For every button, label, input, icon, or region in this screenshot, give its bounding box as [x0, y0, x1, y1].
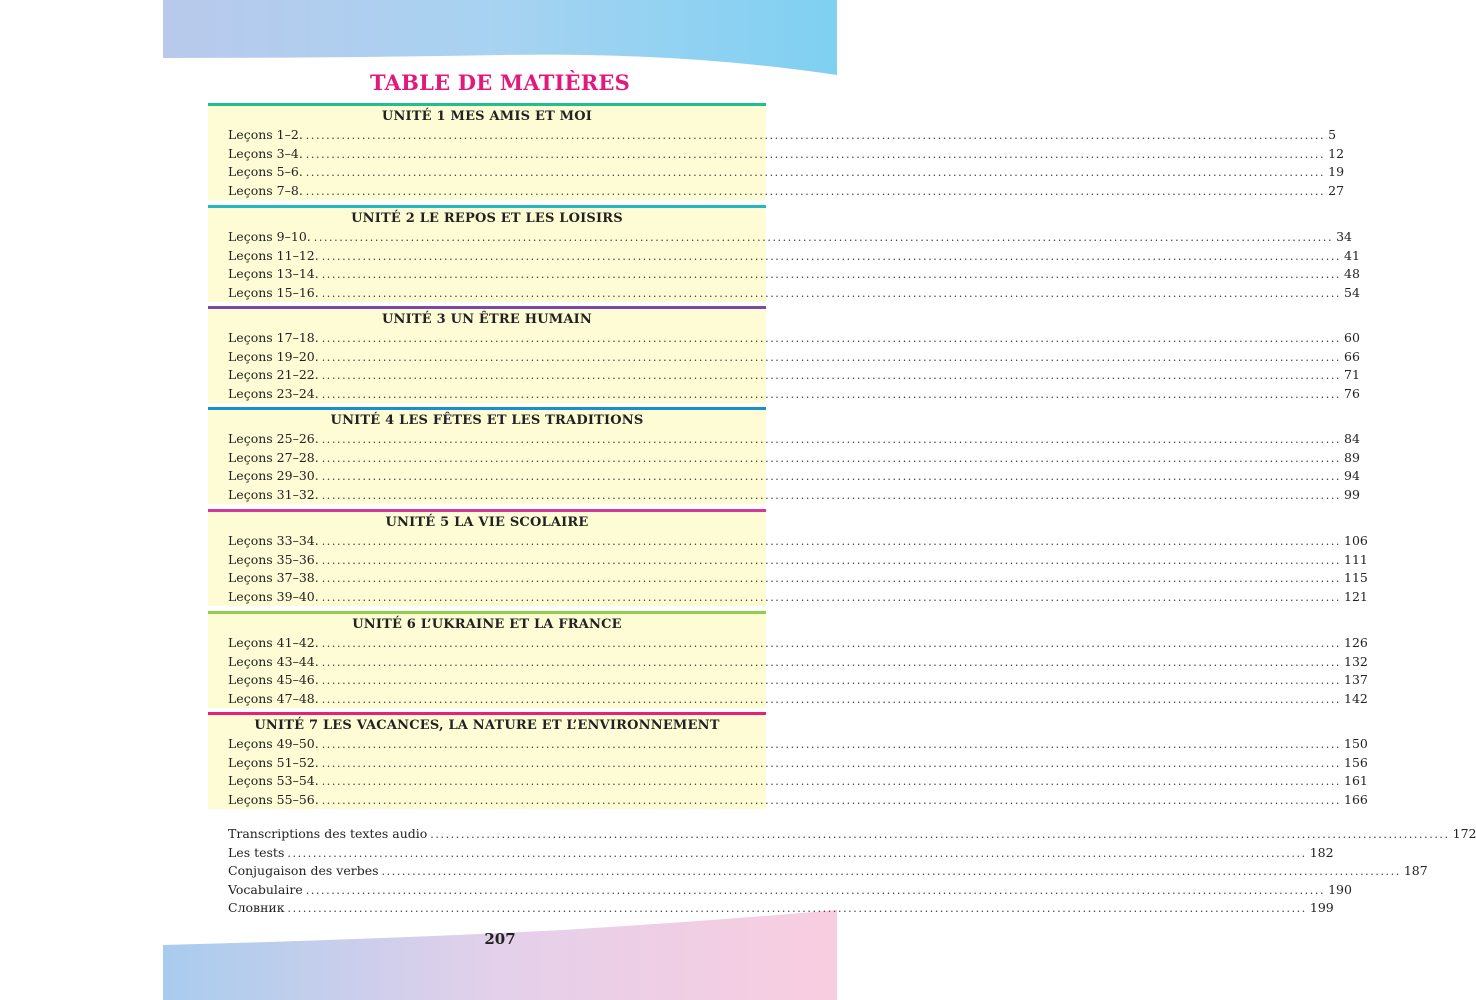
- lesson-row[interactable]: [208, 145, 1345, 164]
- lesson-row[interactable]: [208, 247, 1360, 266]
- leader-dots: ........................................................................................................................................................................................................: [321, 637, 1342, 650]
- lesson-page: 19: [1328, 164, 1345, 179]
- leader-dots: ........................................................................................................................................................................................................: [321, 692, 1342, 706]
- lesson-page: 60: [1344, 330, 1360, 345]
- lesson-label: Leçons 19–20.: [228, 348, 319, 364]
- unit-section: [208, 509, 1368, 606]
- lesson-row[interactable]: [208, 532, 1368, 551]
- lesson-row[interactable]: [208, 634, 1368, 653]
- leader-dots: ........................................................................................................................................................................................................: [287, 846, 1307, 860]
- unit-title[interactable]: UNITÉ 4 LES FÊTES ET LES TRADITIONS: [330, 413, 644, 428]
- leader-dots: ........................................................................................................................................................................................................: [321, 535, 1342, 548]
- appendix-page: 172: [1452, 826, 1476, 841]
- lesson-row[interactable]: [208, 772, 1368, 791]
- leader-dots: ........................................................................................................................................................................................................: [321, 488, 1342, 502]
- lesson-label: Leçons 33–34.: [228, 533, 319, 548]
- lesson-label: Leçons 47–48.: [228, 690, 319, 706]
- unit-title[interactable]: UNITÉ 2 LE REPOS ET LES LOISIRS: [351, 211, 623, 226]
- lesson-label: Leçons 7–8.: [228, 182, 303, 198]
- lesson-page: 115: [1344, 570, 1368, 585]
- lesson-label: Leçons 13–14.: [228, 266, 319, 281]
- leader-dots: ........................................................................................................................................................................................................: [305, 166, 1326, 179]
- leader-dots: ........................................................................................................................................................................................................: [305, 147, 1326, 161]
- appendix-item[interactable]: [208, 881, 1352, 900]
- appendix-item[interactable]: [208, 844, 1334, 863]
- leader-dots: ........................................................................................................................................................................................................: [321, 738, 1342, 751]
- lesson-row[interactable]: [208, 588, 1368, 607]
- leader-dots: ........................................................................................................................................................................................................: [313, 231, 1334, 244]
- lesson-label: Leçons 21–22.: [228, 367, 319, 382]
- leader-dots: ........................................................................................................................................................................................................: [321, 369, 1342, 382]
- unit-section: [208, 306, 1360, 403]
- unit-section: [208, 205, 1360, 302]
- unit-title[interactable]: UNITÉ 3 UN ÊTRE HUMAIN: [381, 312, 592, 327]
- appendix-item[interactable]: [208, 825, 1476, 844]
- appendix-list: [208, 825, 1476, 918]
- lesson-row[interactable]: [208, 754, 1368, 773]
- appendix-item[interactable]: [208, 899, 1334, 918]
- lesson-page: 142: [1344, 690, 1368, 706]
- lesson-page: 166: [1344, 791, 1368, 807]
- lesson-label: Leçons 45–46.: [228, 672, 319, 687]
- leader-dots: ........................................................................................................................................................................................................: [321, 756, 1342, 770]
- lesson-label: Leçons 27–28.: [228, 449, 319, 465]
- lesson-page: 132: [1344, 653, 1368, 669]
- lesson-page: 34: [1336, 229, 1352, 244]
- lesson-label: Leçons 9–10.: [228, 229, 311, 244]
- leader-dots: ........................................................................................................................................................................................................: [321, 572, 1342, 585]
- lesson-page: 54: [1344, 284, 1360, 300]
- lesson-row[interactable]: [208, 449, 1360, 468]
- unit-section: [208, 103, 1345, 200]
- lesson-row[interactable]: [208, 126, 1337, 145]
- leader-dots: ........................................................................................................................................................................................................: [321, 775, 1342, 788]
- lesson-row[interactable]: [208, 182, 1345, 201]
- lesson-label: Leçons 3–4.: [228, 145, 303, 161]
- lesson-page: 161: [1344, 773, 1368, 788]
- lesson-row[interactable]: [208, 467, 1360, 486]
- lesson-label: Leçons 35–36.: [228, 551, 319, 567]
- lesson-row[interactable]: [208, 690, 1368, 709]
- lesson-page: 106: [1344, 533, 1368, 548]
- lesson-page: 41: [1344, 247, 1360, 263]
- lesson-row[interactable]: [208, 735, 1368, 754]
- appendix-label: Les tests: [228, 844, 285, 860]
- lesson-label: Leçons 55–56.: [228, 791, 319, 807]
- lesson-row[interactable]: [208, 430, 1360, 449]
- lesson-label: Leçons 5–6.: [228, 164, 303, 179]
- leader-dots: ........................................................................................................................................................................................................: [381, 865, 1401, 878]
- lesson-page: 137: [1344, 672, 1368, 687]
- lesson-row[interactable]: [208, 653, 1368, 672]
- lesson-row[interactable]: [208, 569, 1368, 588]
- lesson-page: 111: [1344, 551, 1368, 567]
- leader-dots: ........................................................................................................................................................................................................: [287, 902, 1307, 915]
- page-number: 207: [484, 930, 516, 948]
- appendix-label: Transcriptions des textes audio: [228, 826, 428, 841]
- leader-dots: ........................................................................................................................................................................................................: [321, 451, 1342, 465]
- lesson-page: 71: [1344, 367, 1360, 382]
- lesson-label: Leçons 51–52.: [228, 754, 319, 770]
- lesson-row[interactable]: [208, 385, 1360, 404]
- lesson-label: Leçons 29–30.: [228, 468, 319, 483]
- lesson-label: Leçons 1–2.: [228, 127, 303, 142]
- lesson-row[interactable]: [208, 671, 1368, 690]
- lesson-label: Leçons 25–26.: [228, 431, 319, 446]
- leader-dots: ........................................................................................................................................................................................................: [430, 828, 1450, 841]
- appendix-page: 199: [1309, 900, 1334, 915]
- lesson-row[interactable]: [208, 228, 1352, 247]
- appendix-label: Conjugaison des verbes: [228, 863, 379, 878]
- lesson-page: 126: [1344, 635, 1368, 650]
- lesson-page: 66: [1344, 348, 1360, 364]
- lesson-page: 84: [1344, 431, 1360, 446]
- unit-title[interactable]: UNITÉ 7 LES VACANCES, LA NATURE ET L’ENVIRONNEMENT: [254, 718, 720, 733]
- leader-dots: ........................................................................................................................................................................................................: [321, 249, 1342, 263]
- lesson-label: Leçons 15–16.: [228, 284, 319, 300]
- lesson-row[interactable]: [208, 265, 1360, 284]
- leader-dots: ........................................................................................................................................................................................................: [321, 590, 1342, 604]
- lesson-label: Leçons 31–32.: [228, 486, 319, 502]
- lesson-row[interactable]: [208, 284, 1360, 303]
- lesson-label: Leçons 41–42.: [228, 635, 319, 650]
- leader-dots: ........................................................................................................................................................................................................: [321, 470, 1342, 483]
- leader-dots: ........................................................................................................................................................................................................: [321, 332, 1342, 345]
- lesson-page: 12: [1328, 145, 1345, 161]
- lesson-row[interactable]: [208, 163, 1345, 182]
- lesson-page: 27: [1328, 182, 1345, 198]
- toc-title: TABLE DE MATIÈRES: [369, 70, 630, 95]
- leader-dots: ........................................................................................................................................................................................................: [321, 268, 1342, 281]
- unit-title[interactable]: UNITÉ 5 LA VIE SCOLAIRE: [385, 515, 589, 530]
- lesson-label: Leçons 53–54.: [228, 773, 319, 788]
- lesson-row[interactable]: [208, 329, 1360, 348]
- lesson-label: Leçons 39–40.: [228, 588, 319, 604]
- lesson-label: Leçons 43–44.: [228, 653, 319, 669]
- leader-dots: ........................................................................................................................................................................................................: [305, 184, 1326, 198]
- appendix-label: Vocabulaire: [228, 881, 303, 897]
- lesson-page: 94: [1344, 468, 1360, 483]
- lesson-page: 5: [1328, 127, 1337, 142]
- unit-title[interactable]: UNITÉ 6 L’UKRAINE ET LA FRANCE: [352, 617, 622, 632]
- leader-dots: ........................................................................................................................................................................................................: [305, 883, 1326, 897]
- unit-section: [208, 712, 1368, 809]
- appendix-label: Словник: [228, 900, 285, 915]
- lesson-row[interactable]: [208, 486, 1360, 505]
- leader-dots: ........................................................................................................................................................................................................: [321, 350, 1342, 364]
- lesson-page: 99: [1344, 486, 1360, 502]
- lesson-row[interactable]: [208, 348, 1360, 367]
- lesson-row[interactable]: [208, 551, 1368, 570]
- lesson-label: Leçons 37–38.: [228, 570, 319, 585]
- leader-dots: ........................................................................................................................................................................................................: [321, 286, 1342, 300]
- lesson-page: 150: [1344, 736, 1368, 751]
- lesson-label: Leçons 17–18.: [228, 330, 319, 345]
- appendix-page: 187: [1403, 863, 1428, 878]
- lesson-label: Leçons 23–24.: [228, 385, 319, 401]
- unit-title[interactable]: UNITÉ 1 MES AMIS ET MOI: [381, 109, 593, 124]
- appendix-page: 190: [1328, 881, 1352, 897]
- lesson-page: 76: [1344, 385, 1360, 401]
- leader-dots: ........................................................................................................................................................................................................: [321, 433, 1342, 446]
- unit-section: [208, 407, 1360, 504]
- lesson-row[interactable]: [208, 791, 1368, 810]
- book-page: [163, 0, 1476, 1000]
- lesson-row[interactable]: [208, 366, 1360, 385]
- lesson-page: 121: [1344, 588, 1368, 604]
- lesson-page: 48: [1344, 266, 1360, 281]
- unit-section: [208, 611, 1368, 708]
- leader-dots: ........................................................................................................................................................................................................: [321, 655, 1342, 669]
- leader-dots: ........................................................................................................................................................................................................: [321, 553, 1342, 567]
- leader-dots: ........................................................................................................................................................................................................: [321, 674, 1342, 687]
- lesson-page: 89: [1344, 449, 1360, 465]
- leader-dots: ........................................................................................................................................................................................................: [321, 793, 1342, 807]
- appendix-page: 182: [1309, 844, 1334, 860]
- leader-dots: ........................................................................................................................................................................................................: [321, 387, 1342, 401]
- lesson-label: Leçons 49–50.: [228, 736, 319, 751]
- leader-dots: ........................................................................................................................................................................................................: [305, 129, 1326, 142]
- lesson-page: 156: [1344, 754, 1368, 770]
- lesson-label: Leçons 11–12.: [228, 247, 319, 263]
- appendix-item[interactable]: [208, 862, 1428, 881]
